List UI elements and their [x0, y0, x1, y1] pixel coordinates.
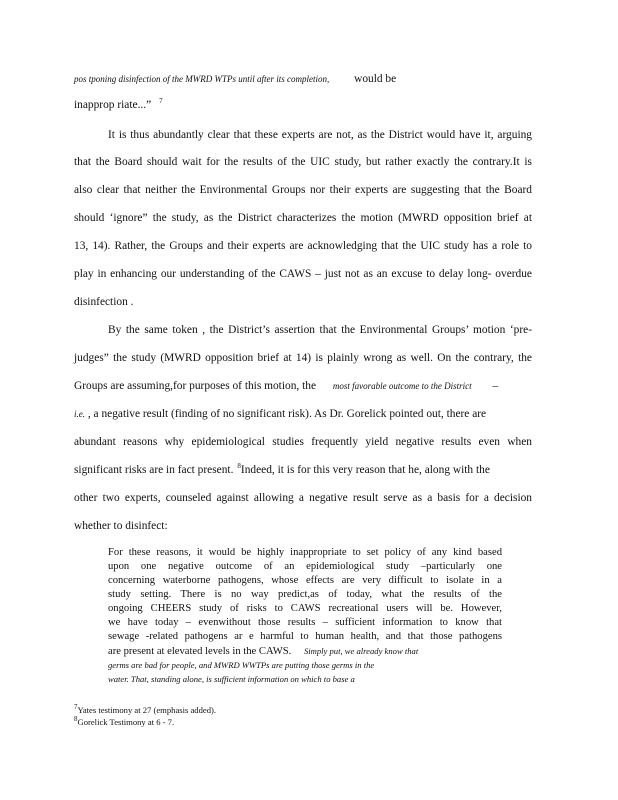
quote-line-6: we have today – evenwithout those results – sufficient information to know that: [108, 617, 502, 628]
quote-line-8: are present at elevated levels in the CAWS. Simply put, we already know that: [108, 646, 419, 657]
quote-line-3: concerning waterborne pathogens, whose effects are very difficult to isolate in a: [108, 575, 502, 586]
body-line-4: that the Board should wait for the results of the UIC study, but rather exactly the contrary.It is: [74, 156, 532, 168]
footnote-8: $^8$Gorelick Testimony at 6 - 7.: [74, 715, 175, 727]
body-line-10: By the same token , the District’s assertion that the Environmental Groups’ motion ‘pre-: [108, 324, 532, 336]
body-line-9: disinfection .: [74, 296, 134, 308]
quote-line-7: sewage -related pathogens ar e harmful to human health, and that those pathogens: [108, 631, 502, 642]
body-line-8: play in enhancing our understanding of the CAWS – just not as an excuse to delay long- overdue: [74, 268, 532, 280]
body-line-2: inapprop riate...” $^7$: [74, 97, 163, 111]
quote-line-2: upon one negative outcome of an epidemiological study –particularly one: [108, 561, 502, 572]
quote-line-1: For these reasons, it would be highly inappropriate to set policy of any kind based: [108, 547, 502, 558]
body-line-14: abundant reasons why epidemiological studies frequently yield negative results even when: [74, 436, 532, 448]
body-line-12: Groups are assuming,for purposes of this motion, the most favorable outcome to the District –: [74, 380, 499, 392]
body-line-1: pos tponing disinfection of the MWRD WTPs until after its completion, would be: [74, 73, 397, 85]
body-line-7: 13, 14). Rather, the Groups and their experts are acknowledging that the UIC study has a role to: [74, 240, 532, 252]
body-line-16: other two experts, counseled against allowing a negative result serve as a basis for a decision: [74, 492, 532, 504]
body-line-13: i.e. , a negative result (finding of no significant risk). As Dr. Gorelick pointed out, there are: [74, 408, 487, 420]
footnote-7: $^7$Yates testimony at 27 (emphasis added).: [74, 703, 217, 715]
body-line-11: judges” the study (MWRD opposition brief at 14) is plainly wrong as well. On the contrary, the: [74, 352, 532, 364]
body-line-5: also clear that neither the Environmental Groups nor their experts are suggesting that the Board: [74, 184, 532, 196]
body-line-3: It is thus abundantly clear that these experts are not, as the District would have it, arguing: [108, 129, 532, 141]
quote-line-9: germs are bad for people, and MWRD WWTPs are putting those germs in the: [108, 660, 375, 670]
body-line-15: significant risks are in fact present. $^8$Indeed, it is for this very reason that he, along with the: [74, 462, 490, 476]
quote-line-5: ongoing CHEERS study of risks to CAWS recreational users will be. However,: [108, 603, 502, 614]
body-line-6: should ‘ignore” the study, as the District characterizes the motion (MWRD opposition brief at: [74, 212, 532, 224]
body-line-17: whether to disinfect:: [74, 520, 168, 532]
quote-line-4: study setting. There is no way predict,as of today, what the results of the: [108, 589, 502, 600]
quote-line-10: water. That, standing alone, is sufficient information on which to base a: [108, 674, 355, 684]
